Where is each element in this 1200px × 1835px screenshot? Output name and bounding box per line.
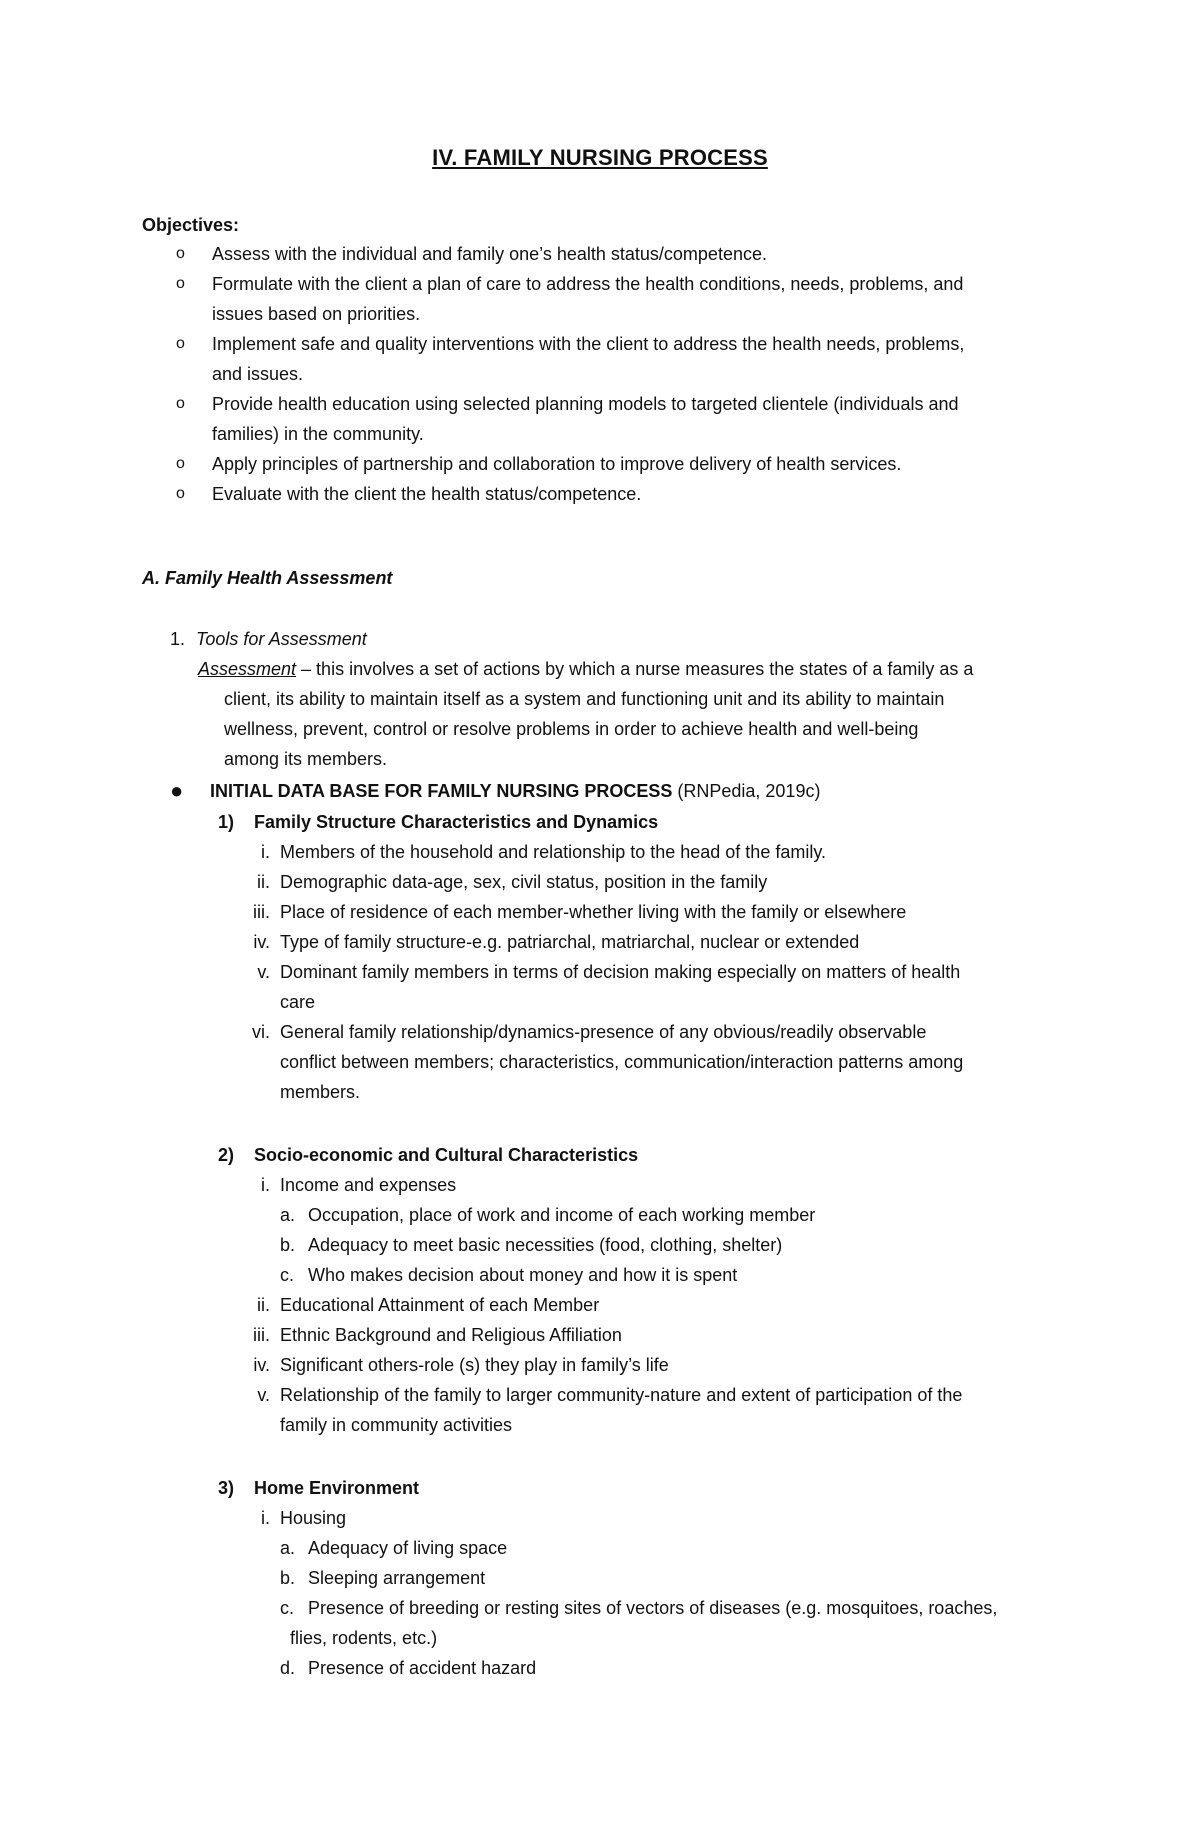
sub-list-item-text: Adequacy to meet basic necessities (food, clothing, shelter) [308, 1235, 783, 1255]
objective-item [170, 329, 1070, 389]
list-item-number: i. [261, 1175, 270, 1195]
list-item-number: iv. [253, 1355, 270, 1375]
group-home-environment [218, 1473, 1098, 1683]
list-item [218, 1380, 1098, 1440]
list-item-text: Place of residence of each member-whether living with the family or elsewhere [280, 902, 907, 922]
list-item-text: Dominant family members in terms of decision making especially on matters of health [280, 962, 961, 982]
list-item-number: v. [257, 962, 270, 982]
list-item-number: iv. [253, 932, 270, 952]
database-citation: (RNPedia, 2019c) [672, 781, 821, 801]
assessment-line-2: client, its ability to maintain itself as a system and functioning unit and its ability to maintain [224, 689, 945, 709]
list-item [218, 837, 1098, 867]
list-item-number: ii. [257, 872, 270, 892]
list-item [218, 897, 1098, 927]
objective-text-line: Apply principles of partnership and collaboration to improve delivery of health services. [212, 454, 902, 474]
list-item-text: Demographic data-age, sex, civil status, position in the family [280, 872, 768, 892]
tools-heading [170, 624, 367, 654]
group-socio-economic [218, 1140, 1098, 1440]
list-item [218, 1170, 1098, 1200]
assessment-line-1-text: – this involves a set of actions by which a nurse measures the states of a family as a [296, 659, 974, 679]
database-heading-text [210, 776, 820, 806]
sub-list-item-text: Who makes decision about money and how it is spent [308, 1265, 738, 1285]
list-item-text: family in community activities [280, 1415, 513, 1435]
list-item-text: Ethnic Background and Religious Affiliation [280, 1325, 622, 1345]
objective-text-line: Implement safe and quality interventions with the client to address the health needs, problems, [212, 334, 965, 354]
sub-list-item [218, 1533, 1098, 1563]
sub-list-item-letter: c. [280, 1598, 295, 1618]
sub-list-item [218, 1653, 1098, 1683]
objective-text-line: Provide health education using selected planning models to targeted clientele (individuals and [212, 394, 959, 414]
objective-text-line: issues based on priorities. [212, 304, 421, 324]
objective-item [170, 389, 1070, 449]
tools-title: Tools for Assessment [196, 629, 367, 649]
list-item-text: care [280, 992, 316, 1012]
list-item [218, 867, 1098, 897]
sub-list-item-letter: d. [280, 1658, 296, 1678]
sub-list-item [218, 1200, 1098, 1230]
circle-bullet-icon: o [176, 275, 185, 292]
circle-bullet-icon: o [176, 455, 185, 472]
group-heading [218, 1140, 1098, 1170]
section-a-heading: A. Family Health Assessment [142, 568, 393, 588]
sub-list-item-letter: c. [280, 1265, 295, 1285]
list-item-text: Members of the household and relationship to the head of the family. [280, 842, 827, 862]
list-item-number: ii. [257, 1295, 270, 1315]
list-item [218, 1290, 1098, 1320]
list-item-number: i. [261, 842, 270, 862]
circle-bullet-icon: o [176, 245, 185, 262]
group-number: 1) [218, 812, 235, 832]
objective-text-line: Assess with the individual and family one’s health status/competence. [212, 244, 767, 264]
list-item-text: Income and expenses [280, 1175, 457, 1195]
circle-bullet-icon: o [176, 395, 185, 412]
sub-list-item-letter: a. [280, 1538, 296, 1558]
assessment-term: Assessment [198, 659, 297, 679]
sub-list-item-text: Presence of breeding or resting sites of vectors of diseases (e.g. mosquitoes, roaches, [308, 1598, 998, 1618]
group-title: Home Environment [254, 1478, 420, 1498]
group-heading [218, 1473, 1098, 1503]
circle-bullet-icon: o [176, 335, 185, 352]
list-item [218, 957, 1098, 1017]
assessment-line-3: wellness, prevent, control or resolve problems in order to achieve health and well-being [224, 719, 919, 739]
sub-list-item-letter: a. [280, 1205, 296, 1225]
group-title: Family Structure Characteristics and Dynamics [254, 812, 659, 832]
list-item-number: i. [261, 1508, 270, 1528]
assessment-definition [198, 654, 1058, 774]
sub-list-item [218, 1260, 1098, 1290]
objectives-heading: Objectives: [142, 215, 240, 235]
objective-item [170, 449, 1070, 479]
circle-bullet-icon: o [176, 485, 185, 502]
list-item-text: General family relationship/dynamics-presence of any obvious/readily observable [280, 1022, 927, 1042]
objective-item [170, 239, 1070, 269]
list-item [218, 1503, 1098, 1533]
sub-list-item-text: Adequacy of living space [308, 1538, 508, 1558]
sub-list-item [218, 1563, 1098, 1593]
page-title: IV. FAMILY NURSING PROCESS [432, 145, 768, 170]
list-item-text: Housing [280, 1508, 347, 1528]
objective-item [170, 479, 1070, 509]
group-family-structure [218, 807, 1098, 1107]
sub-list-item-text: Occupation, place of work and income of each working member [308, 1205, 816, 1225]
list-item-text: conflict between members; characteristics, communication/interaction patterns among [280, 1052, 964, 1072]
sub-list-item [218, 1593, 1098, 1653]
objective-text-line: Formulate with the client a plan of care to address the health conditions, needs, problems, and [212, 274, 964, 294]
assessment-line-4: among its members. [224, 749, 388, 769]
tools-number: 1. [170, 629, 186, 649]
list-item [218, 927, 1098, 957]
group-number: 3) [218, 1478, 235, 1498]
list-item-text: members. [280, 1082, 361, 1102]
group-number: 2) [218, 1145, 235, 1165]
sub-list-item-text: Sleeping arrangement [308, 1568, 486, 1588]
assessment-line-1 [198, 654, 1058, 684]
list-item-number: iii. [253, 902, 270, 922]
list-item-number: iii. [253, 1325, 270, 1345]
list-item-text: Type of family structure-e.g. patriarchal, matriarchal, nuclear or extended [280, 932, 860, 952]
database-heading-title: INITIAL DATA BASE FOR FAMILY NURSING PROCESS [210, 781, 673, 801]
sub-list-item-text: Presence of accident hazard [308, 1658, 537, 1678]
bullet-dot-icon: ● [170, 778, 184, 803]
objectives-list [170, 239, 1070, 509]
sub-list-item-letter: b. [280, 1235, 296, 1255]
list-item-text: Relationship of the family to larger community-nature and extent of participation of the [280, 1385, 963, 1405]
sub-list-item [218, 1230, 1098, 1260]
list-item-number: v. [257, 1385, 270, 1405]
group-heading [218, 807, 1098, 837]
list-item-text: Educational Attainment of each Member [280, 1295, 600, 1315]
list-item [218, 1350, 1098, 1380]
list-item-text: Significant others-role (s) they play in family’s life [280, 1355, 669, 1375]
list-item [218, 1320, 1098, 1350]
group-title: Socio-economic and Cultural Characteristics [254, 1145, 639, 1165]
sub-list-item-letter: b. [280, 1568, 296, 1588]
list-item-number: vi. [252, 1022, 270, 1042]
objective-text-line: families) in the community. [212, 424, 424, 444]
list-item [218, 1017, 1098, 1107]
objective-item [170, 269, 1070, 329]
objective-text-line: Evaluate with the client the health status/competence. [212, 484, 642, 504]
objective-text-line: and issues. [212, 364, 304, 384]
sub-list-item-text: flies, rodents, etc.) [290, 1628, 438, 1648]
